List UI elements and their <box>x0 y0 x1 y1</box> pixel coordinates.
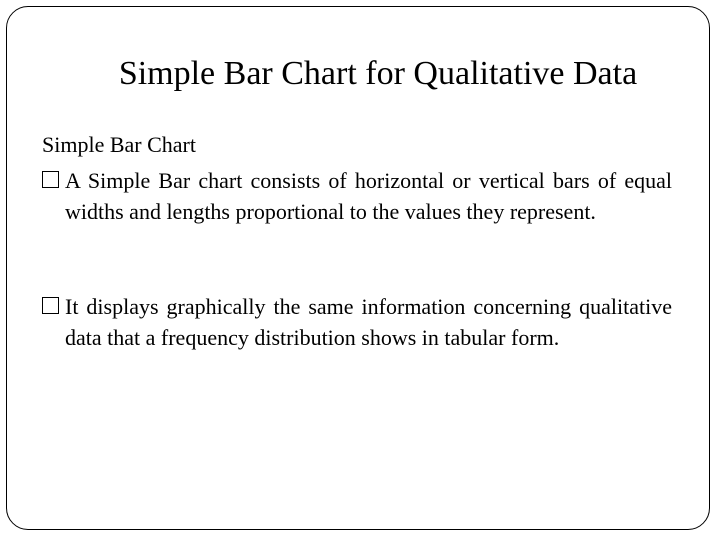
bullet-item <box>42 291 672 353</box>
bullet-text: A Simple Bar chart consists of horizontal or vertical bars of equal widths and lengths proportional to the values they represent. <box>65 168 672 224</box>
slide-title: Simple Bar Chart for Qualitative Data <box>118 55 638 92</box>
square-bullet-icon <box>42 171 59 188</box>
square-bullet-icon <box>42 297 59 314</box>
bullet-text: It displays graphically the same information concerning qualitative data that a frequency distribution shows in tabular form. <box>65 294 672 350</box>
subheading: Simple Bar Chart <box>42 132 196 157</box>
bullet-item <box>42 165 672 227</box>
